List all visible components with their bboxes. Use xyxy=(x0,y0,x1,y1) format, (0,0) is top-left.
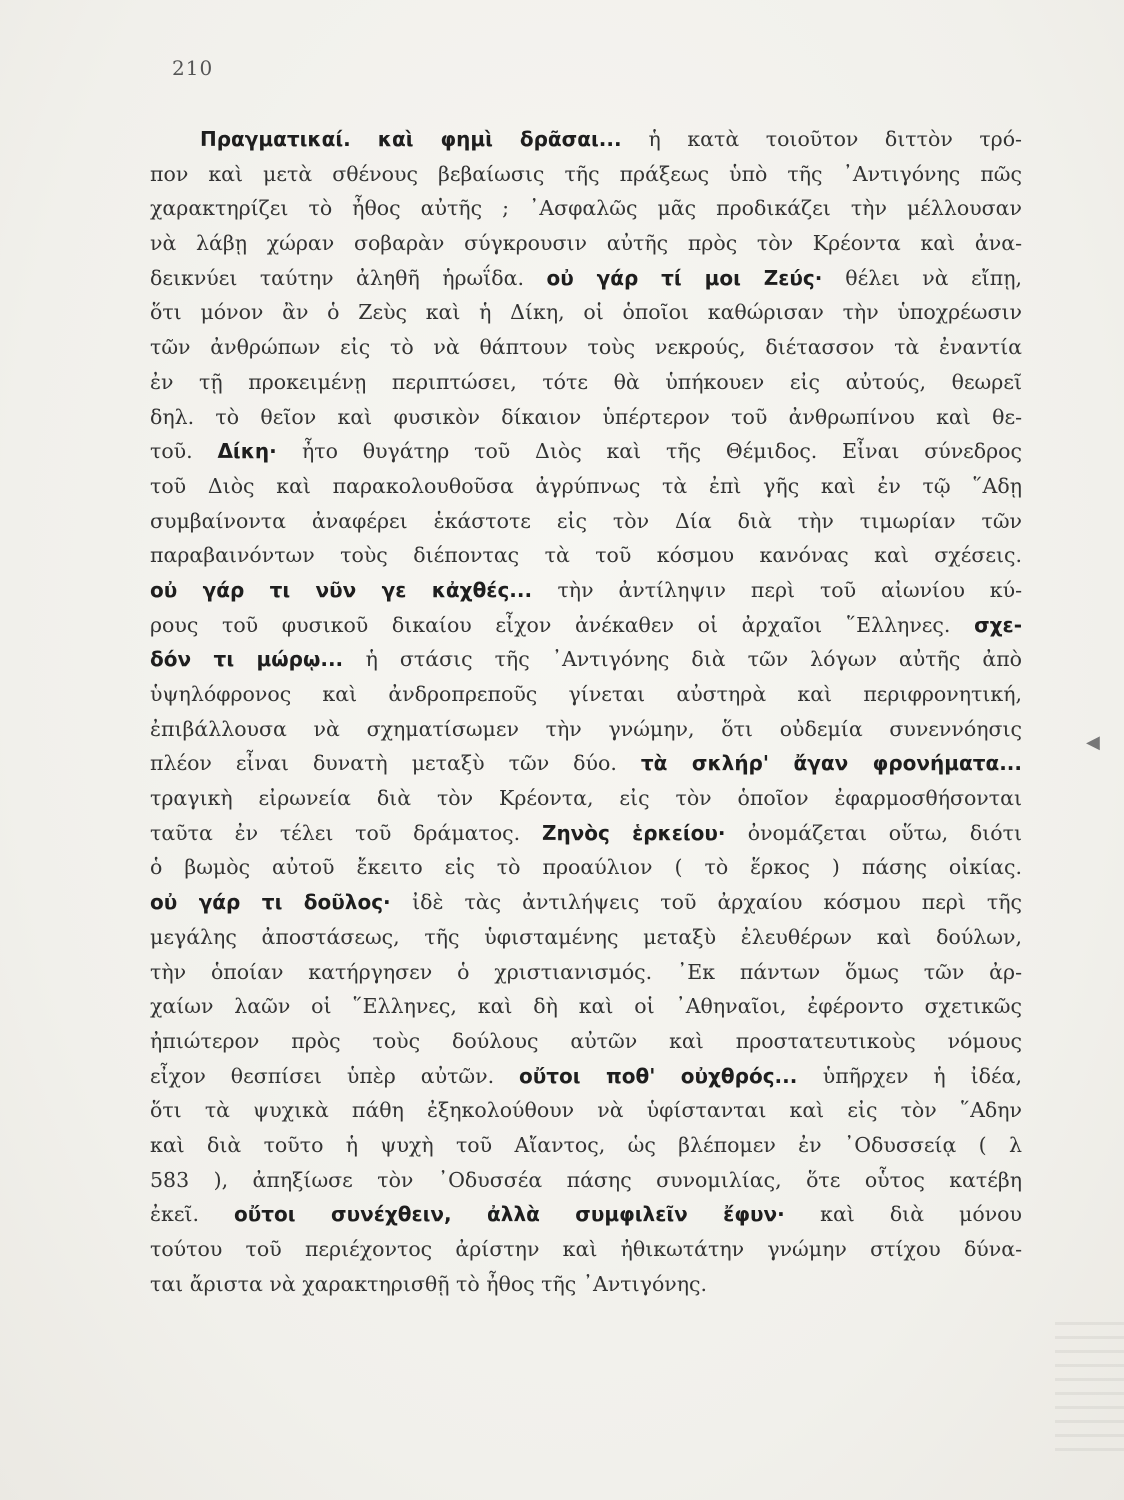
text-segment: ὑπῆρχεν ἡ ἰδέα, xyxy=(822,1063,1022,1088)
text-line xyxy=(150,157,1022,192)
text-segment: ταῦτα ἐν τέλει τοῦ δράματος. xyxy=(150,820,542,845)
text-line xyxy=(150,608,1022,643)
text-line xyxy=(150,330,1022,365)
text-line xyxy=(150,642,1022,677)
lemma-term: οὐ γάρ τι δοῦλος· xyxy=(150,890,413,915)
text-line xyxy=(150,1163,1022,1198)
text-segment: παραβαινόντων τοὺς διέποντας τὰ τοῦ κόσμου κανόνας καὶ σχέσεις. xyxy=(150,543,1022,568)
text-line xyxy=(150,816,1022,851)
text-segment: τὴν ἀντίληψιν περὶ τοῦ αἰωνίου κύ- xyxy=(557,577,1022,602)
lemma-term: οὔτοι ποθ' οὐχθρός... xyxy=(519,1063,823,1088)
text-segment: καὶ διὰ τοῦτο ἡ ψυχὴ τοῦ Αἴαντος, ὡς βλέπομεν ἐν ᾿Οδυσσείᾳ ( λ xyxy=(150,1132,1022,1157)
text-segment: τραγικὴ εἰρωνεία διὰ τὸν Κρέοντα, εἰς τὸν ὁποῖον ἐφαρμοσθήσονται xyxy=(150,786,1022,811)
lemma-term: σχε- xyxy=(974,612,1022,637)
text-segment: νὰ λάβῃ χώραν σοβαρὰν σύγκρουσιν αὐτῆς πρὸς τὸν Κρέοντα καὶ ἀνα- xyxy=(150,231,1022,256)
text-segment: θέλει νὰ εἴπῃ, xyxy=(845,265,1022,290)
text-line xyxy=(150,885,1022,920)
text-segment: ἰδὲ τὰς ἀντιλήψεις τοῦ ἀρχαίου κόσμου περὶ τῆς xyxy=(412,890,1022,915)
text-line xyxy=(150,1093,1022,1128)
text-segment: μεγάλης ἀποστάσεως, τῆς ὑφισταμένης μεταξὺ ἐλευθέρων καὶ δούλων, xyxy=(150,924,1022,949)
text-line xyxy=(150,365,1022,400)
text-line xyxy=(150,989,1022,1024)
text-line xyxy=(150,850,1022,885)
text-segment: χαίων λαῶν οἱ ῞Ελληνες, καὶ δὴ καὶ οἱ ᾿Αθηναῖοι, ἐφέροντο σχετικῶς xyxy=(150,994,1022,1019)
text-line xyxy=(150,746,1022,781)
text-line xyxy=(150,1059,1022,1094)
text-line xyxy=(150,1128,1022,1163)
text-segment: ἐκεῖ. xyxy=(150,1202,234,1227)
text-segment: εἶχον θεσπίσει ὑπὲρ αὐτῶν. xyxy=(150,1063,520,1088)
text-segment: τούτου τοῦ περιέχοντος ἀρίστην καὶ ἠθικωτάτην γνώμην στίχου δύνα- xyxy=(150,1237,1022,1261)
text-segment: πλέον εἶναι δυνατὴ μεταξὺ τῶν δύο. xyxy=(150,751,641,776)
text-line xyxy=(150,1267,1022,1302)
text-line xyxy=(150,434,1022,469)
text-segment: πον καὶ μετὰ σθένους βεβαίωσις τῆς πράξεως ὑπὸ τῆς ᾿Αντιγόνης πῶς xyxy=(150,161,1022,186)
text-line xyxy=(150,677,1022,712)
text-line xyxy=(150,955,1022,990)
commentary-text xyxy=(150,122,1022,1301)
text-line xyxy=(150,191,1022,226)
page-number: 210 xyxy=(172,56,214,80)
text-line xyxy=(150,261,1022,296)
text-segment: ἠπιώτερον πρὸς τοὺς δούλους αὐτῶν καὶ προστατευτικοὺς νόμους xyxy=(150,1028,1022,1053)
text-segment: δεικνύει ταύτην ἀληθῆ ἡρωΐδα. xyxy=(150,265,547,290)
text-line xyxy=(150,504,1022,539)
lemma-term: οὔτοι συνέχθειν, ἀλλὰ συμφιλεῖν ἔφυν· xyxy=(234,1202,821,1227)
text-segment: τῶν ἀνθρώπων εἰς τὸ νὰ θάπτουν τοὺς νεκρούς, διέτασσον τὰ ἐναντία xyxy=(150,335,1022,360)
text-segment: τὴν ὁποίαν κατήργησεν ὁ χριστιανισμός. ᾿Εκ πάντων ὅμως τῶν ἀρ- xyxy=(150,959,1022,984)
text-segment: χαρακτηρίζει τὸ ἦθος αὐτῆς ; ᾿Ασφαλῶς μᾶς προδικάζει τὴν μέλλουσαν xyxy=(150,196,1022,221)
text-segment: συμβαίνοντα ἀναφέρει ἑκάστοτε εἰς τὸν Δία διὰ τὴν τιμωρίαν τῶν xyxy=(150,508,1022,533)
text-line xyxy=(150,469,1022,504)
text-segment: ὅτι τὰ ψυχικὰ πάθη ἐξηκολούθουν νὰ ὑφίστανται καὶ εἰς τὸν ῞Αδην xyxy=(150,1098,1022,1123)
text-line xyxy=(150,1024,1022,1059)
text-line xyxy=(150,781,1022,816)
text-segment: τοῦ. xyxy=(150,439,218,464)
text-line xyxy=(150,400,1022,435)
lemma-term: Ζηνὸς ἑρκείου· xyxy=(541,820,748,845)
text-segment: ἐπιβάλλουσα νὰ σχηματίσωμεν τὴν γνώμην, ὅτι οὐδεμία συνεννόησις xyxy=(150,716,1022,741)
text-segment: ὅτι μόνον ἂν ὁ Ζεὺς καὶ ἡ Δίκη, οἱ ὁποῖοι καθώρισαν τὴν ὑποχρέωσιν xyxy=(150,300,1022,325)
bleed-through-text xyxy=(1055,1322,1124,1462)
text-segment: ἦτο θυγάτηρ τοῦ Διὸς καὶ τῆς Θέμιδος. Εἶναι σύνεδρος xyxy=(302,439,1022,464)
text-line xyxy=(150,122,1022,157)
text-line xyxy=(150,573,1022,608)
text-segment: ρους τοῦ φυσικοῦ δικαίου εἶχον ἀνέκαθεν οἱ ἀρχαῖοι ῞Ελληνες. xyxy=(150,612,975,637)
text-segment: ἐν τῇ προκειμένῃ περιπτώσει, τότε θὰ ὑπήκουεν εἰς αὐτούς, θεωρεῖ xyxy=(150,369,1022,394)
text-segment: ται ἄριστα νὰ χαρακτηρισθῇ τὸ ἦθος τῆς ᾿Αντιγόνης. xyxy=(150,1271,708,1296)
lemma-term: Δίκη· xyxy=(217,439,302,464)
text-segment: καὶ διὰ μόνου xyxy=(820,1202,1022,1227)
text-segment: τοῦ Διὸς καὶ παρακολουθοῦσα ἀγρύπνως τὰ ἐπὶ γῆς καὶ ἐν τῷ ῞Αδῃ xyxy=(150,473,1022,498)
lemma-term: δόν τι μώρῳ... xyxy=(150,647,366,672)
lemma-term: οὐ γάρ τι νῦν γε κἀχθές... xyxy=(150,577,558,602)
text-segment: δηλ. τὸ θεῖον καὶ φυσικὸν δίκαιον ὑπέρτερον τοῦ ἀνθρωπίνου καὶ θε- xyxy=(150,404,1022,429)
margin-arrow-icon: ◀ xyxy=(1086,732,1100,753)
text-line xyxy=(150,1197,1022,1232)
text-line xyxy=(150,1232,1022,1267)
text-segment: ἡ στάσις τῆς ᾿Αντιγόνης διὰ τῶν λόγων αὐτῆς ἀπὸ xyxy=(365,647,1022,672)
text-line xyxy=(150,295,1022,330)
text-segment: ὑψηλόφρονος καὶ ἀνδροπρεποῦς γίνεται αὐστηρὰ καὶ περιφρονητική, xyxy=(150,682,1022,706)
text-line xyxy=(150,226,1022,261)
text-segment: ἡ κατὰ τοιοῦτον διττὸν τρό- xyxy=(648,127,1022,151)
text-segment: ὁ βωμὸς αὐτοῦ ἔκειτο εἰς τὸ προαύλιον ( τὸ ἕρκος ) πάσης οἰκίας. xyxy=(150,855,1022,880)
lemma-term: οὐ γάρ τί μοι Ζεύς· xyxy=(546,265,846,290)
text-segment: ὀνομάζεται οὕτω, διότι xyxy=(747,820,1022,845)
text-segment: 583 ), ἀπηξίωσε τὸν ᾿Οδυσσέα πάσης συνομιλίας, ὅτε οὗτος κατέβη xyxy=(150,1167,1022,1192)
text-line xyxy=(150,712,1022,747)
text-line xyxy=(150,538,1022,573)
lemma-term: τὰ σκλήρ' ἄγαν φρονήματα... xyxy=(640,751,1022,776)
text-line xyxy=(150,920,1022,955)
lemma-term: Πραγματικαί. καὶ φημὶ δρᾶσαι... xyxy=(200,127,649,151)
